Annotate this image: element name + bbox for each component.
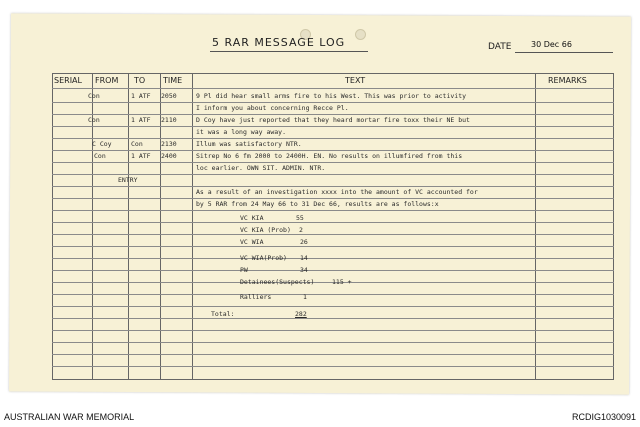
col-header-remarks: REMARKS — [548, 76, 587, 85]
row-6-from: Con — [94, 152, 106, 160]
result-label-detainees: Detainees(Suspects) — [240, 278, 315, 286]
row-5-from: C Coy — [92, 140, 112, 148]
total-value: 282 — [295, 310, 307, 318]
footer-record-id: RCDIG1030091 — [571, 412, 636, 422]
column-divider — [535, 73, 536, 380]
result-value-vc-kia: 55 — [296, 214, 304, 222]
row-rule — [52, 306, 614, 307]
footer-source: AUSTRALIAN WAR MEMORIAL — [4, 412, 135, 422]
row-rule — [52, 330, 614, 331]
result-value-vc-wia: 26 — [300, 238, 308, 246]
row-4-text: it was a long way away. — [196, 128, 287, 136]
row-rule — [52, 138, 614, 139]
row-rule — [52, 162, 614, 163]
row-2-text: I inform you about concerning Recce Pl. — [196, 104, 349, 112]
result-label-vc-kia-prob: VC KIA (Prob) — [240, 226, 291, 234]
row-3-to: 1 ATF — [131, 116, 151, 124]
punch-hole-right — [355, 29, 366, 40]
row-rule — [52, 354, 614, 355]
title-underline — [210, 51, 368, 52]
row-rule — [52, 174, 614, 175]
col-header-to: TO — [134, 76, 146, 85]
column-divider — [192, 73, 193, 380]
row-5-time: 2130 — [161, 140, 177, 148]
entry-label: ENTRY — [118, 176, 138, 184]
row-3-text: D Coy have just reported that they heard mortar fire toxx their NE but — [196, 116, 470, 124]
row-rule — [52, 234, 614, 235]
row-5-to: Con — [131, 140, 143, 148]
log-title: 5 RAR MESSAGE LOG — [212, 36, 346, 49]
date-label: DATE — [488, 42, 512, 52]
row-1-from: Con — [88, 92, 100, 100]
row-rule — [52, 294, 614, 295]
result-value-vc-kia-prob: 2 — [299, 226, 303, 234]
row-rule — [52, 246, 614, 247]
row-rule — [52, 88, 614, 89]
row-rule — [52, 114, 614, 115]
result-label-ralliers: Ralliers — [240, 293, 272, 301]
row-rule — [52, 186, 614, 187]
result-value-ralliers: 1 — [303, 293, 307, 301]
date-underline — [515, 52, 613, 53]
row-rule — [52, 198, 614, 199]
row-rule — [52, 258, 614, 259]
col-header-from: FROM — [95, 76, 119, 85]
row-rule — [52, 270, 614, 271]
row-rule — [52, 318, 614, 319]
result-label-vc-wia-prob: VC WIA(Prob) — [240, 254, 287, 262]
row-rule — [52, 126, 614, 127]
column-divider — [128, 73, 129, 380]
col-header-text: TEXT — [345, 76, 366, 85]
date-value: 30 Dec 66 — [531, 40, 572, 49]
result-label-vc-kia: VC KIA — [240, 214, 264, 222]
col-header-time: TIME — [163, 76, 183, 85]
entry-intro-line-1: As a result of an investigation xxxx into the amount of VC accounted for — [196, 188, 478, 196]
row-7-text: loc earlier. OWN SIT. ADMIN. NTR. — [196, 164, 326, 172]
row-5-text: Illum was satisfactory NTR. — [196, 140, 302, 148]
row-rule — [52, 102, 614, 103]
row-rule — [52, 342, 614, 343]
result-label-vc-wia: VC WIA — [240, 238, 264, 246]
row-6-to: 1 ATF — [131, 152, 151, 160]
entry-intro-line-2: by 5 RAR from 24 May 66 to 31 Dec 66, results are as follows:x — [196, 200, 439, 208]
col-header-serial: SERIAL — [54, 76, 82, 85]
row-3-time: 2110 — [161, 116, 177, 124]
result-value-pw: 34 — [300, 266, 308, 274]
row-1-text: 9 Pl did hear small arms fire to his West. This was prior to activity — [196, 92, 467, 100]
row-3-from: Con — [88, 116, 100, 124]
result-value-detainees: 115 + — [332, 278, 352, 286]
row-6-text: Sitrep No 6 fm 2000 to 2400H. EN. No results on illumfired from this — [196, 152, 463, 160]
result-label-pw: PW — [240, 266, 248, 274]
row-rule — [52, 222, 614, 223]
result-value-vc-wia-prob: 14 — [300, 254, 308, 262]
row-rule — [52, 150, 614, 151]
total-label: Total: — [211, 310, 235, 318]
row-1-to: 1 ATF — [131, 92, 151, 100]
row-6-time: 2400 — [161, 152, 177, 160]
row-rule — [52, 366, 614, 367]
row-rule — [52, 210, 614, 211]
row-1-time: 2050 — [161, 92, 177, 100]
